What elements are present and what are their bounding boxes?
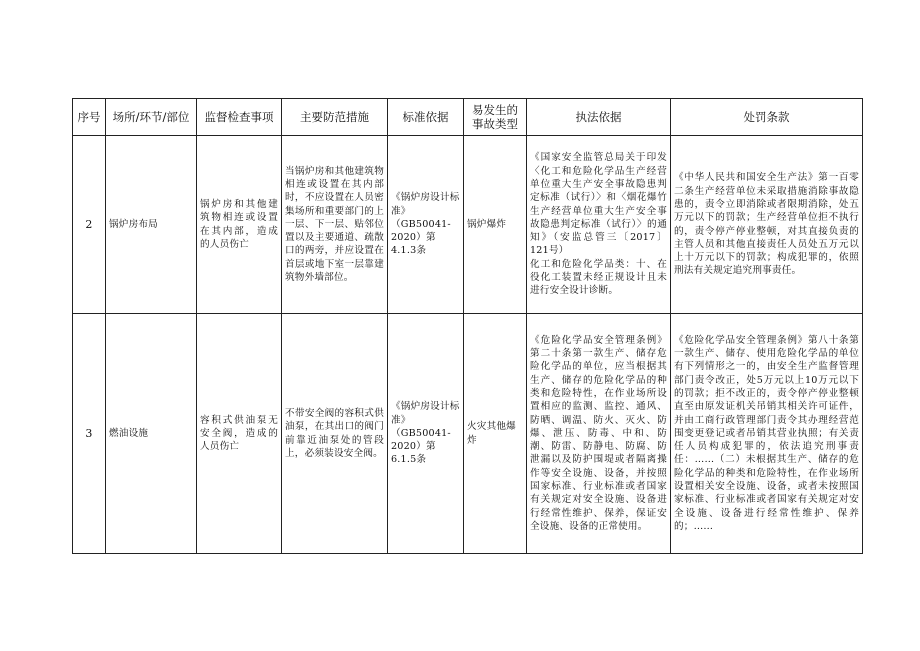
table-row <box>73 314 863 554</box>
header-row <box>73 99 863 136</box>
row-place: 燃油设施 <box>106 314 197 554</box>
table-row <box>73 136 863 314</box>
row-measure: 不带安全阀的容积式供油泵，在其出口的阀门前靠近油泵处的管段上，必须装设安全阀。 <box>282 314 388 554</box>
row-measure: 当锅炉房和其他建筑物相连或设置在其内部时，不应设置在人员密集场所和重要部门的上一层、下一层、贴邻位置以及主要通道、疏散口的两旁，并应设置在首层或地下室一层靠建筑物外墙部位。 <box>282 136 388 314</box>
header-measure: 主要防范措施 <box>282 99 388 136</box>
row-standard: 《锅炉房设计标准》（GB50041-2020）第4.1.3条 <box>388 136 464 314</box>
row-basis-text: 《国家安全监管总局关于印发〈化工和危险化学品生产经营单位重大生产安全事故隐患判定标准（试行）〉和〈烟花爆竹生产经营单位重大生产安全事故隐患判定标准（试行）〉的通知》（安监总管三〔2017〕121号） 化工和危险化学品类：十、在役化工装置未经正规设计且未进行安全设计诊断。 <box>530 152 667 297</box>
row-basis-text: 《危险化学品安全管理条例》第二十条第一款生产、储存危险化学品的单位，应当根据其生产、储存的危险化学品的种类和危险特性，在作业场所设置相应的监测、监控、通风、防晒、调温、防火、灭火、防爆、泄压、防毒、中和、防潮、防雷、防静电、防腐、防泄漏以及防护围堤或者隔离操作等安全设施、设备，并按照国家标准、行业标准或者国家有关规定对安全设施、设备进行经常性维护、保养，保证安全设施、设备的正常使用。 <box>530 334 667 532</box>
row-penalty: 《危险化学品安全管理条例》第八十条第一款生产、储存、使用危险化学品的单位有下列情形之一的，由安全生产监督管理部门责令改正，处5万元以上10万元以下的罚款；拒不改正的，责令停产停业整顿直至由原发证机关吊销其相关许可证件，并由工商行政管理部门责令其办理经营范围变更登记或者吊销其营业执照；有关责任人员构成犯罪的，依法追究刑事责任：……（二）未根据其生产、储存的危险化学品的种类和危险特性，在作业场所设置相关安全设施、设备，或者未按照国家标准、行业标准或者国家有关规定对安全设施、设备进行经常性维护、保养的；…… <box>671 314 863 554</box>
row-no: 3 <box>73 314 106 554</box>
header-place: 场所/环节/部位 <box>106 99 197 136</box>
row-basis <box>527 136 671 314</box>
header-basis: 执法依据 <box>527 99 671 136</box>
header-standard: 标准依据 <box>388 99 464 136</box>
header-item: 监督检查事项 <box>197 99 282 136</box>
row-accident: 锅炉爆炸 <box>464 136 527 314</box>
inspection-table <box>72 98 863 554</box>
row-place: 锅炉房布局 <box>106 136 197 314</box>
row-basis <box>527 314 671 554</box>
row-no: 2 <box>73 136 106 314</box>
row-penalty: 《中华人民共和国安全生产法》第一百零二条生产经营单位未采取措施消除事故隐患的，责令立即消除或者限期消除，处五万元以下的罚款；生产经营单位拒不执行的，责令停产停业整顿，对其直接负责的主管人员和其他直接责任人员处五万元以上十万元以下的罚款；构成犯罪的，依照刑法有关规定追究刑事责任。 <box>671 136 863 314</box>
row-standard: 《锅炉房设计标准》（GB50041-2020）第6.1.5条 <box>388 314 464 554</box>
row-item: 容积式供油泵无安全阀，造成的人员伤亡 <box>197 314 282 554</box>
header-accident: 易发生的事故类型 <box>464 99 527 136</box>
header-penalty: 处罚条款 <box>671 99 863 136</box>
row-item: 锅炉房和其他建筑物相连或设置在其内部，造成的人员伤亡 <box>197 136 282 314</box>
header-no: 序号 <box>73 99 106 136</box>
row-accident: 火灾其他爆炸 <box>464 314 527 554</box>
